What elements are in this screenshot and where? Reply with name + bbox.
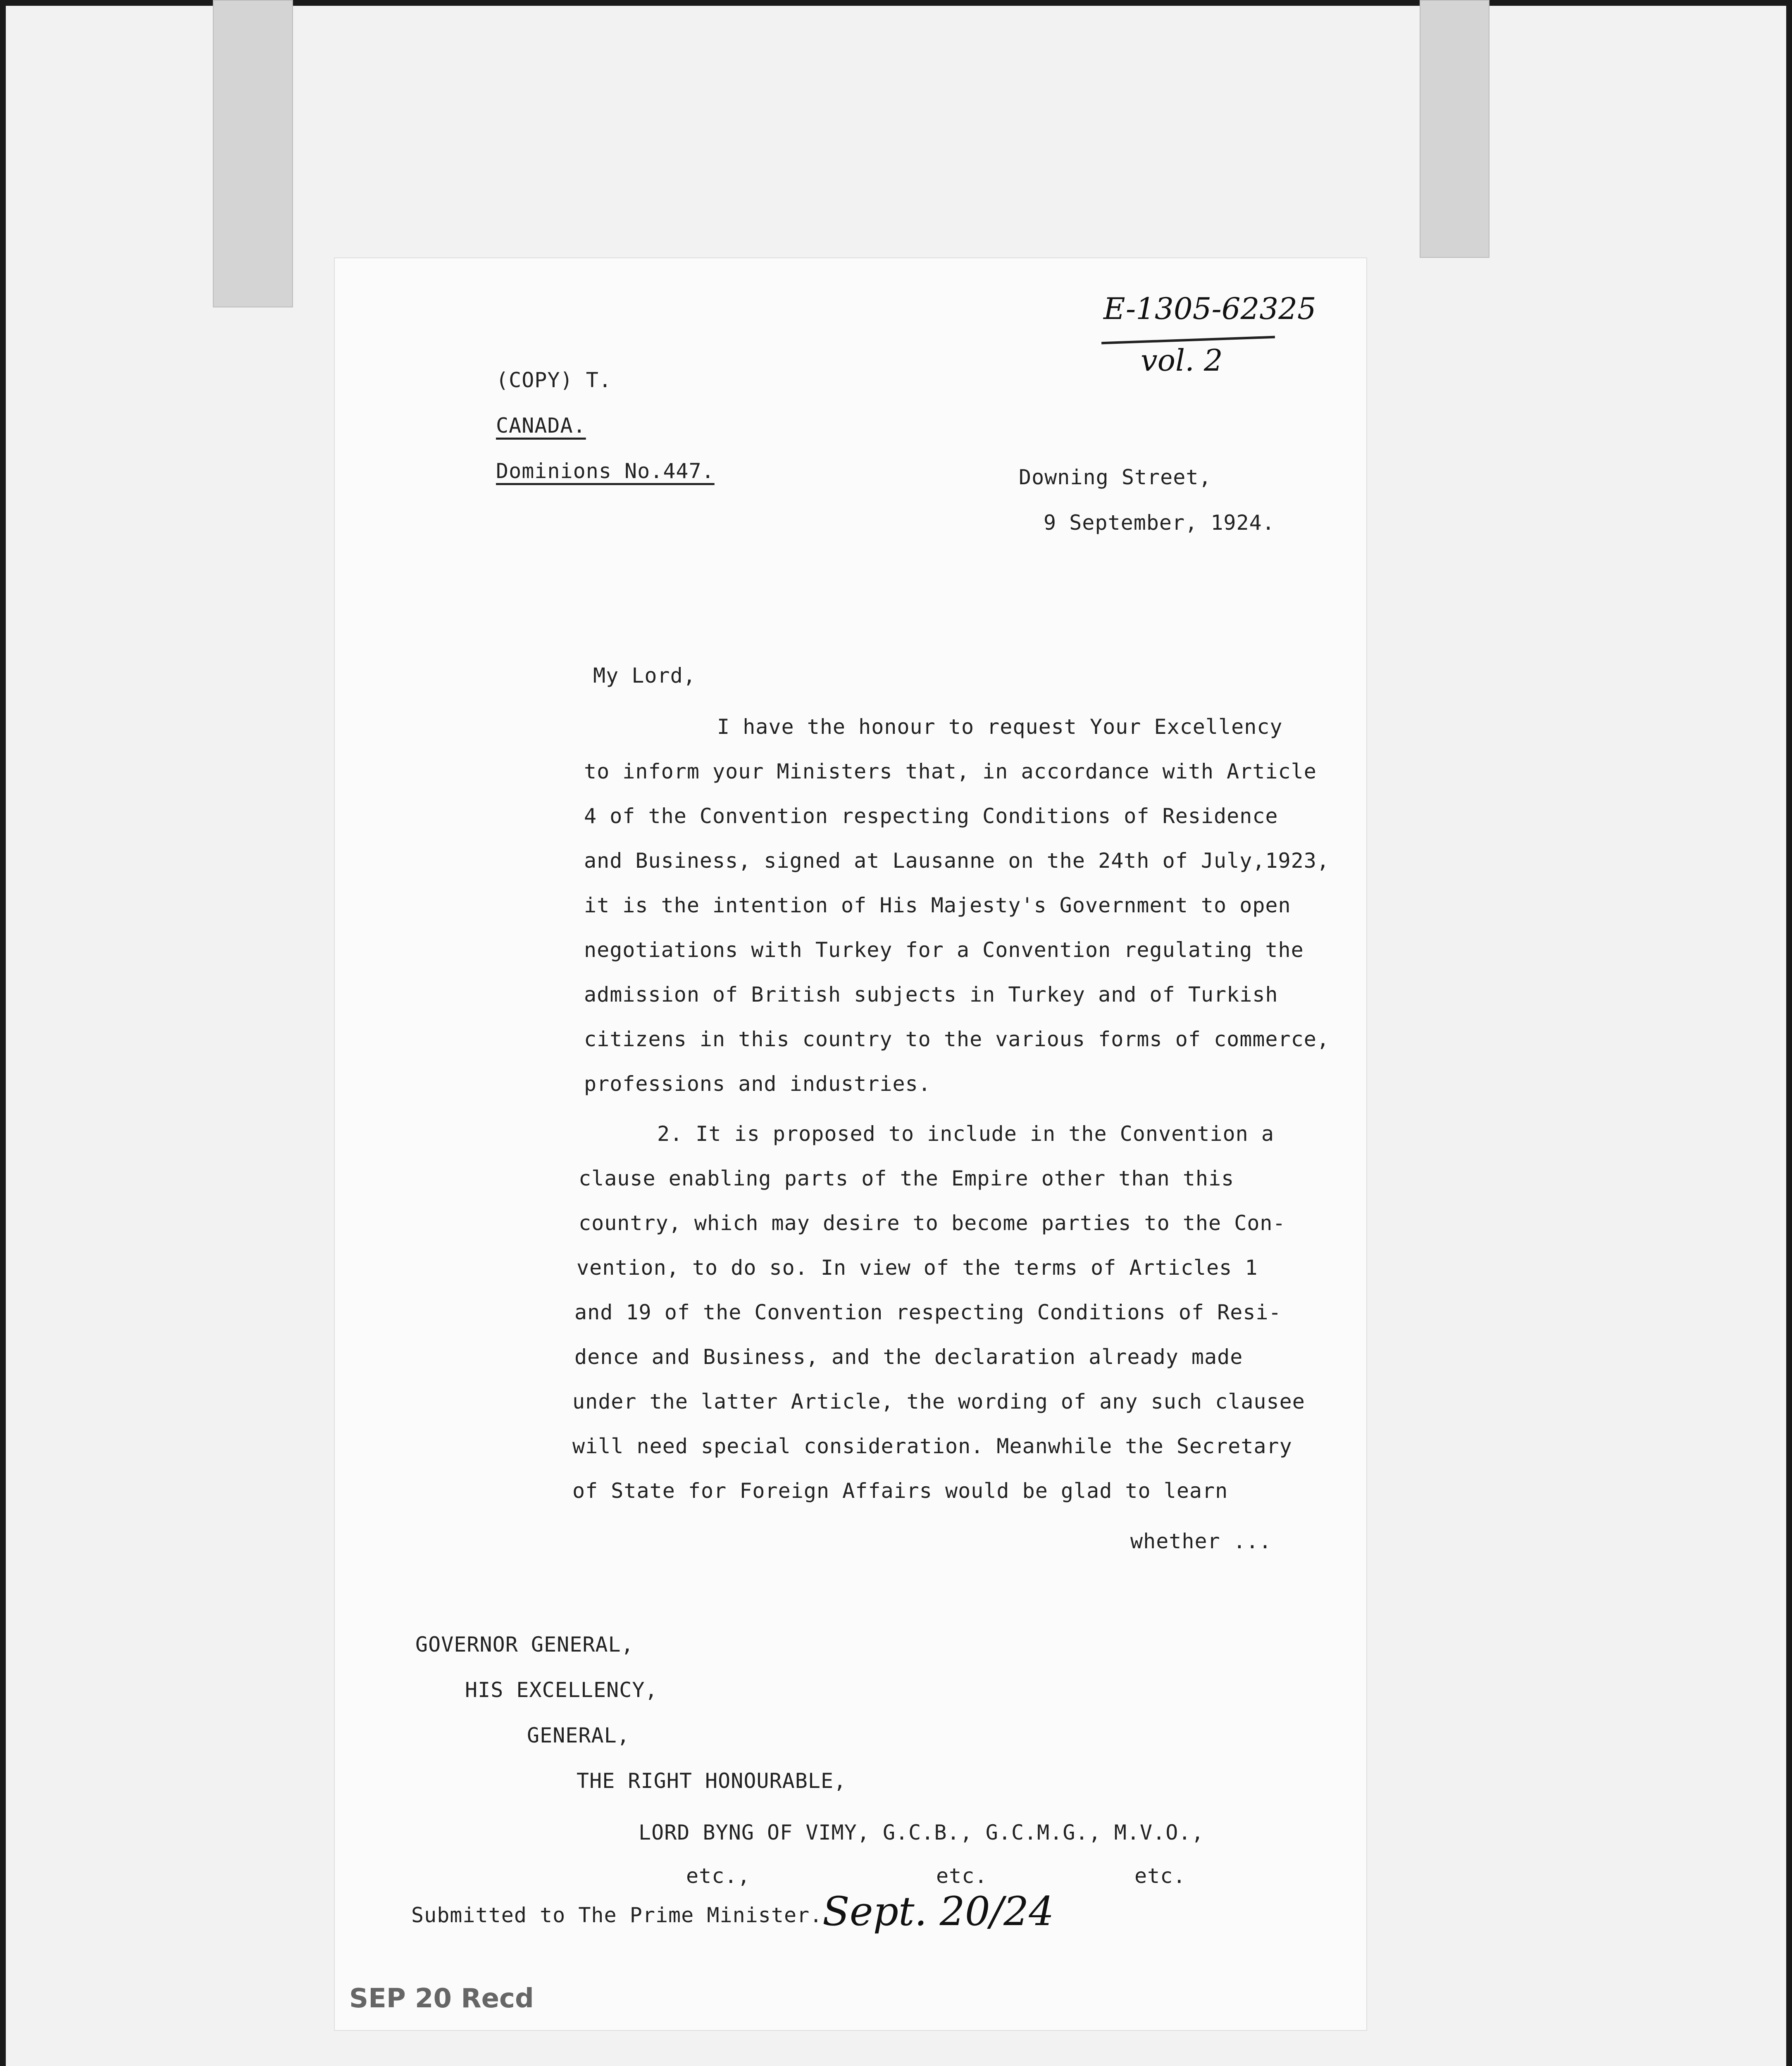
paragraph-1-line: it is the intention of His Majesty's Government to open: [584, 893, 1291, 917]
addressee-line: GOVERNOR GENERAL,: [415, 1633, 634, 1657]
paragraph-1-line: and Business, signed at Lausanne on the 24th of July,1923,: [584, 849, 1330, 873]
addressee-etc: etc.: [936, 1864, 988, 1888]
addressee-line: THE RIGHT HONOURABLE,: [577, 1769, 847, 1793]
paragraph-2-line: and 19 of the Convention respecting Conditions of Resi-: [574, 1300, 1282, 1324]
country-heading: CANADA.: [496, 414, 586, 438]
paragraph-2-line: dence and Business, and the declaration already made: [574, 1345, 1243, 1369]
paragraph-1-line: professions and industries.: [584, 1072, 931, 1096]
addressee-line: GENERAL,: [527, 1723, 630, 1747]
addressee-etc: etc.: [1134, 1864, 1186, 1888]
handwritten-date: Sept. 20/24: [822, 1888, 1054, 1935]
salutation: My Lord,: [593, 664, 696, 688]
paragraph-2-line: country, which may desire to become parties to the Con-: [579, 1211, 1286, 1235]
copy-mark: (COPY) T.: [496, 368, 612, 392]
paragraph-2-line: clause enabling parts of the Empire other than this: [579, 1166, 1234, 1190]
paragraph-1-line: citizens in this country to the various forms of commerce,: [584, 1027, 1330, 1051]
tape-strip-top-right: [1420, 0, 1489, 258]
received-stamp: SEP 20 Recd: [349, 1983, 534, 2014]
submitted-note: Submitted to The Prime Minister.: [411, 1903, 823, 1927]
paragraph-1-line: negotiations with Turkey for a Convention regulating the: [584, 938, 1304, 962]
addressee-etc: etc.,: [686, 1864, 751, 1888]
tape-strip-top-left: [213, 0, 293, 307]
address-street: Downing Street,: [1019, 465, 1212, 489]
addressee-line: LORD BYNG OF VIMY, G.C.B., G.C.M.G., M.V.O.,: [639, 1821, 1204, 1845]
paragraph-2-line: under the latter Article, the wording of any such clausee: [572, 1390, 1305, 1414]
catchword: whether ...: [1130, 1529, 1272, 1553]
dispatch-number: Dominions No.447.: [496, 459, 715, 483]
paragraph-1-line: 4 of the Convention respecting Conditions of Residence: [584, 804, 1278, 828]
addressee-line: HIS EXCELLENCY,: [465, 1678, 658, 1702]
paragraph-1-line: admission of British subjects in Turkey and of Turkish: [584, 983, 1278, 1007]
file-reference: E-1305-62325: [1103, 291, 1316, 326]
letter-date: 9 September, 1924.: [1044, 511, 1275, 535]
paragraph-2-line: vention, to do so. In view of the terms of Articles 1: [577, 1256, 1258, 1280]
paragraph-1-line: to inform your Ministers that, in accordance with Article: [584, 759, 1317, 783]
paragraph-1-line: I have the honour to request Your Excellency: [717, 715, 1283, 739]
paragraph-2-line: 2. It is proposed to include in the Convention a: [657, 1122, 1274, 1146]
file-volume: vol. 2: [1141, 343, 1223, 378]
paragraph-2-line: will need special consideration. Meanwhile the Secretary: [572, 1434, 1292, 1458]
paragraph-2-line: of State for Foreign Affairs would be glad to learn: [572, 1479, 1228, 1503]
